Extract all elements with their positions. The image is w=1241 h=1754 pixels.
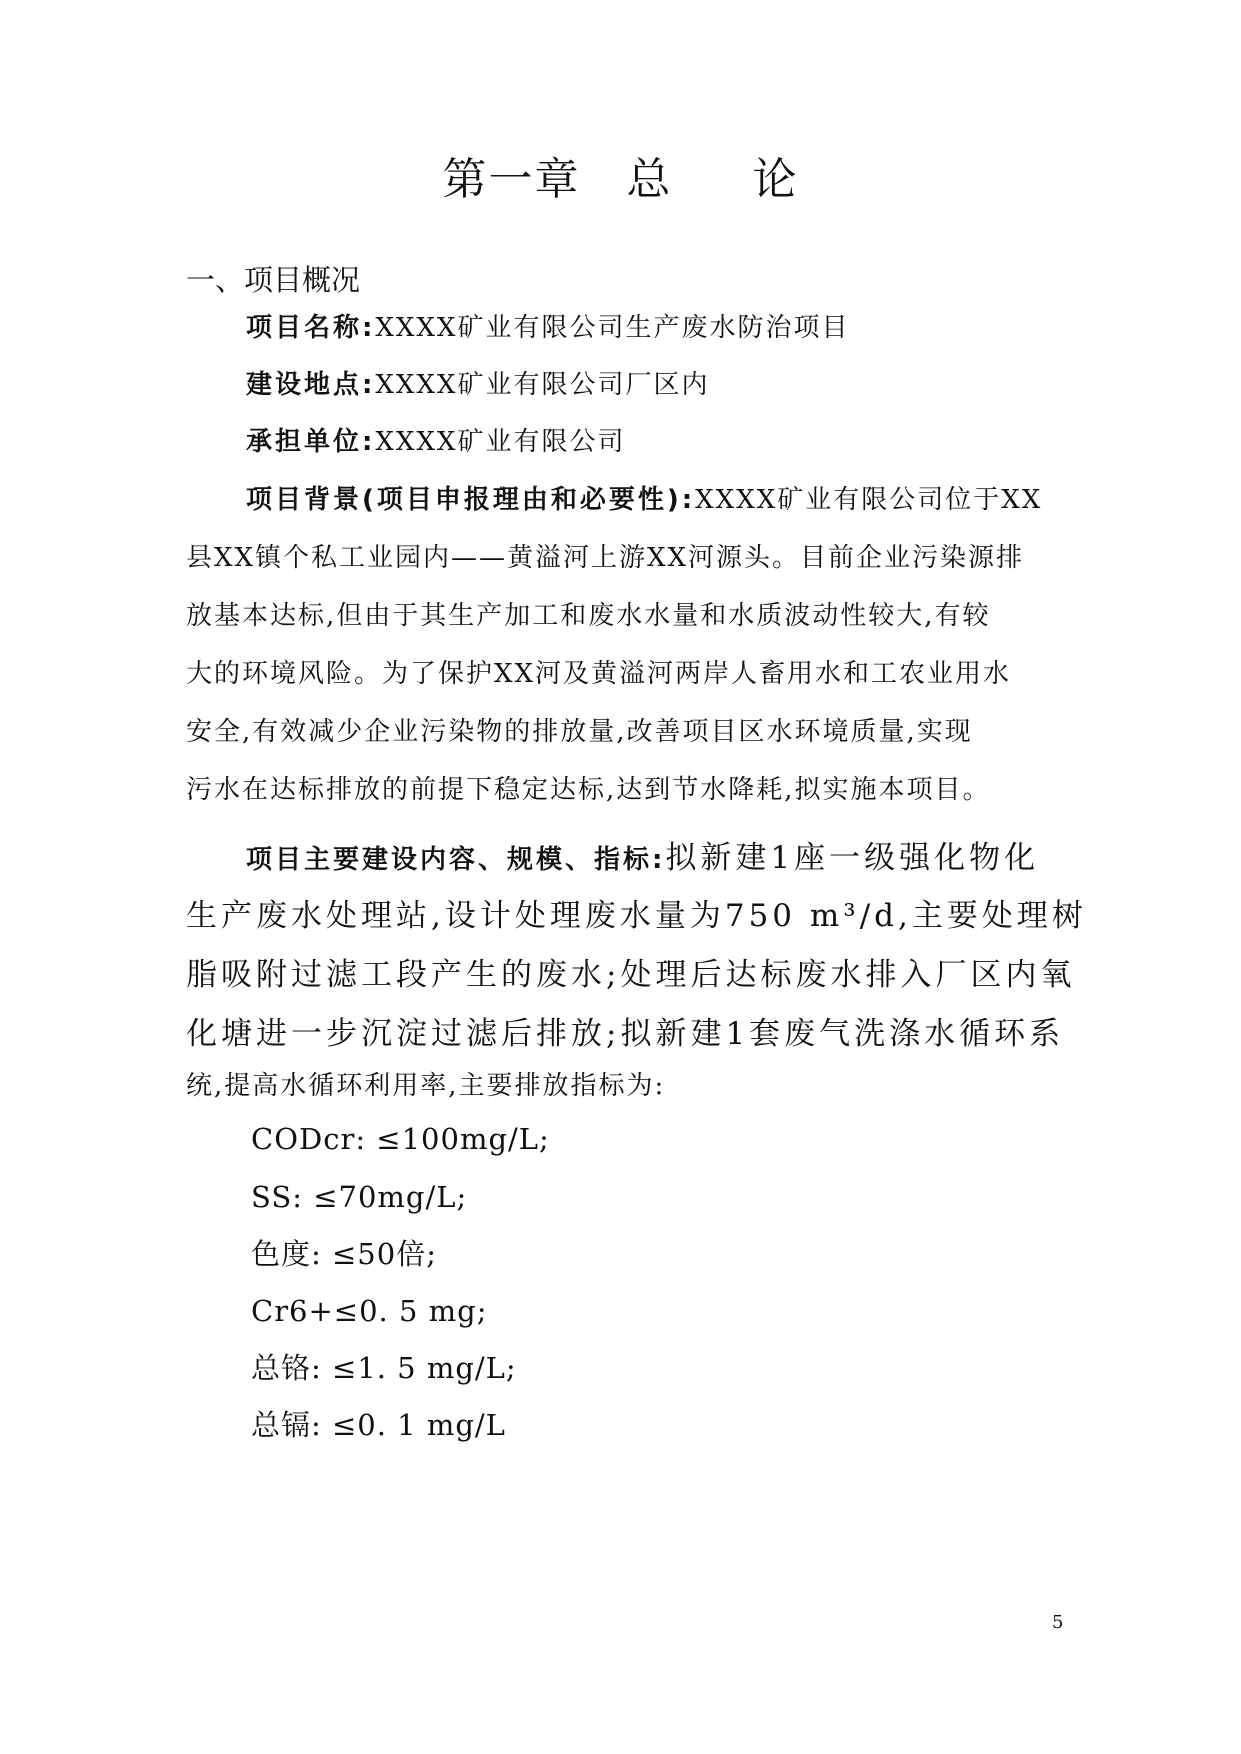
metric-color: 色度: ≤50倍; — [251, 1237, 437, 1271]
construction-label: 项目主要建设内容、规模、指标: — [246, 845, 666, 875]
unit-value: XXXX矿业有限公司 — [375, 427, 626, 457]
construction-line-1 — [246, 836, 1116, 880]
chapter-title — [0, 148, 1241, 212]
background-line-6: 污水在达标排放的前提下稳定达标,达到节水降耗,拟实施本项目。 — [186, 775, 991, 805]
metric-total-cadmium: 总镉: ≤0. 1 mg/L — [251, 1408, 506, 1442]
location-line — [246, 367, 1116, 403]
background-line-2: 县XX镇个私工业园内——黄溢河上游XX河源头。目前企业污染源排 — [186, 543, 1025, 573]
project-name-label: 项目名称: — [246, 313, 376, 343]
metric-cr6: Cr6+≤0. 5 mg; — [251, 1294, 488, 1328]
unit-label: 承担单位: — [246, 427, 376, 457]
construction-text-1: 拟新建1座一级强化物化 — [665, 840, 1040, 876]
construction-line-5: 统,提高水循环利用率,主要排放指标为: — [186, 1071, 666, 1101]
metric-total-chromium: 总铬: ≤1. 5 mg/L; — [251, 1351, 517, 1385]
chapter-title-word-2: 论 — [752, 154, 799, 205]
chapter-title-number: 第一章 — [442, 154, 581, 205]
background-line-5: 安全,有效减少企业污染物的排放量,改善项目区水环境质量,实现 — [186, 717, 973, 747]
metric-ss: SS: ≤70mg/L; — [251, 1180, 468, 1214]
metric-codcr: CODcr: ≤100mg/L; — [251, 1122, 550, 1156]
background-line-1 — [246, 482, 1116, 518]
section-heading: 一、项目概况 — [186, 263, 361, 297]
construction-line-2: 生产废水处理站,设计处理废水量为750 m³/d,主要处理树 — [186, 898, 1087, 934]
unit-line — [246, 424, 1116, 460]
construction-line-4: 化塘进一步沉淀过滤后排放;拟新建1套废气洗涤水循环系 — [186, 1016, 1065, 1052]
background-line-4: 大的环境风险。为了保护XX河及黄溢河两岸人畜用水和工农业用水 — [186, 659, 1012, 689]
location-label: 建设地点: — [246, 370, 376, 400]
project-name-value: XXXX矿业有限公司生产废水防治项目 — [375, 313, 850, 343]
background-label: 项目背景(项目申报理由和必要性): — [246, 485, 696, 515]
background-text-1: XXXX矿业有限公司位于XX — [695, 485, 1043, 515]
project-name-line — [246, 310, 1116, 346]
page-number: 5 — [1052, 1612, 1064, 1633]
chapter-title-word-1: 总 — [626, 154, 673, 205]
background-line-3: 放基本达标,但由于其生产加工和废水水量和水质波动性较大,有较 — [186, 601, 991, 631]
location-value: XXXX矿业有限公司厂区内 — [375, 370, 710, 400]
construction-line-3: 脂吸附过滤工段产生的废水;处理后达标废水排入厂区内氧 — [186, 957, 1076, 993]
